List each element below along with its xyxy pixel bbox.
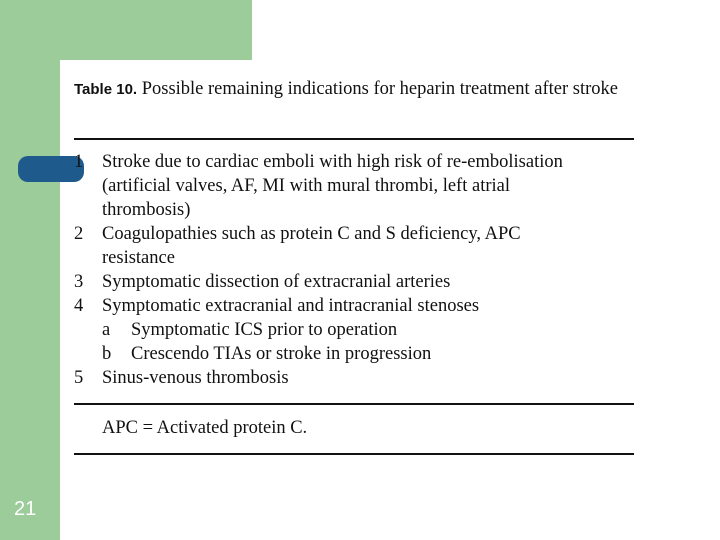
subitem-letter: a — [102, 320, 111, 340]
table-title — [74, 78, 644, 101]
item-text: (artificial valves, AF, MI with mural thrombi, left atrial — [102, 176, 510, 196]
left-sidebar-band — [0, 0, 60, 540]
item-text: Symptomatic extracranial and intracranial stenoses — [102, 296, 480, 316]
subitem-text: Symptomatic ICS prior to operation — [131, 320, 398, 340]
item-number: 4 — [74, 296, 84, 316]
middle-rule — [74, 403, 634, 405]
table-label: Table 10. — [74, 81, 138, 98]
item-text: Sinus-venous thrombosis — [102, 368, 289, 388]
item-number: 3 — [74, 272, 84, 292]
table-caption: Possible remaining indications for heparin treatment after stroke — [141, 79, 618, 99]
subitem-letter: b — [102, 344, 112, 364]
subitem-text: Crescendo TIAs or stroke in progression — [131, 344, 432, 364]
item-number: 2 — [74, 224, 84, 244]
table-footnote: APC = Activated protein C. — [102, 418, 308, 438]
slide-number: 21 — [14, 498, 37, 520]
item-number: 5 — [74, 368, 84, 388]
item-text: thrombosis) — [102, 200, 191, 220]
top-accent-band — [0, 0, 252, 60]
item-text: Symptomatic dissection of extracranial arteries — [102, 272, 451, 292]
item-number: 1 — [74, 152, 84, 172]
top-rule — [74, 138, 634, 140]
item-text: Stroke due to cardiac emboli with high risk of re-embolisation — [102, 152, 563, 172]
item-text: Coagulopathies such as protein C and S deficiency, APC — [102, 224, 521, 244]
bottom-rule — [74, 453, 634, 455]
item-text: resistance — [102, 248, 175, 268]
